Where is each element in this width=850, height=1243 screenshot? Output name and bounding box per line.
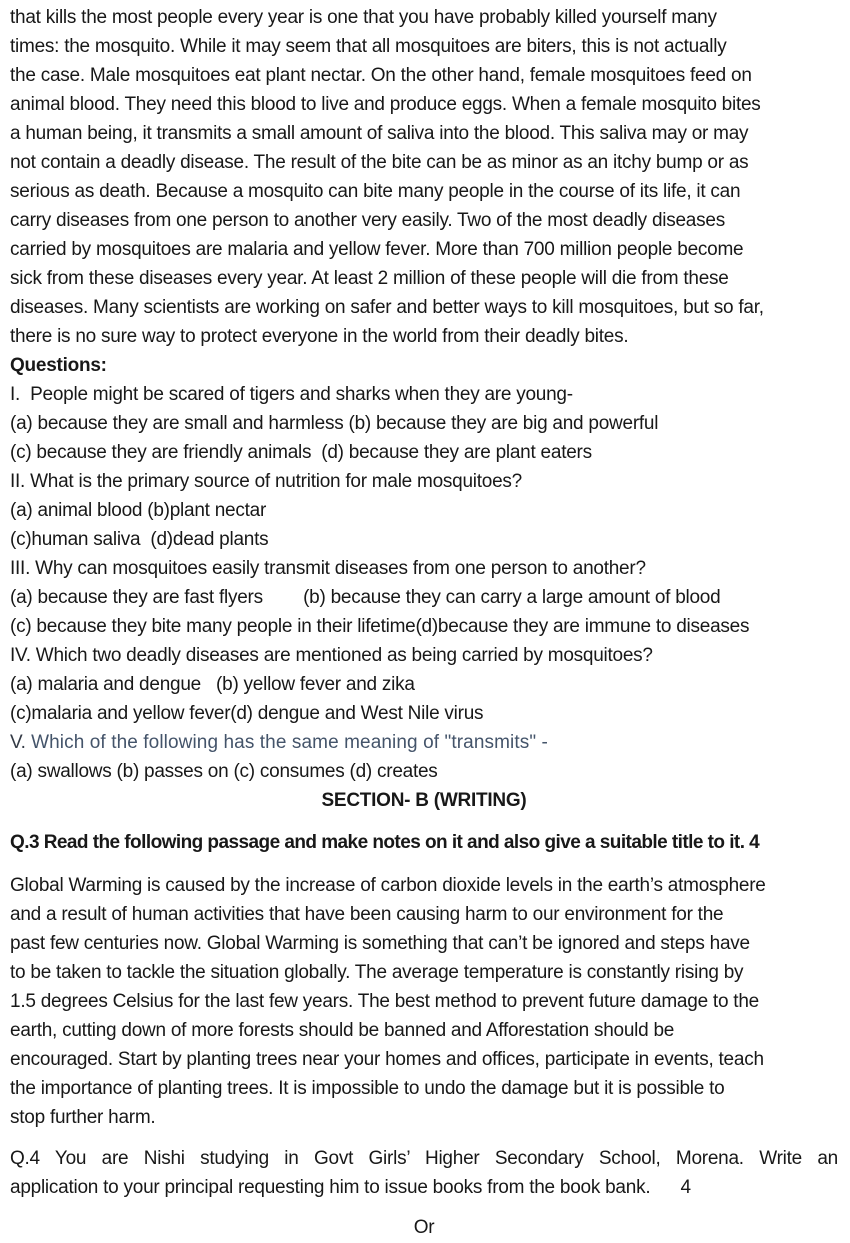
section-b-heading: SECTION- B (WRITING) [321,790,527,811]
question-line: II. What is the primary source of nutrition for male mosquitoes? [10,471,522,492]
passage-line: animal blood. They need this blood to live and produce eggs. When a female mosquito bites [10,94,761,115]
questions-heading: Questions: [10,355,107,376]
passage-line: Global Warming is caused by the increase of carbon dioxide levels in the earth’s atmosphere [10,875,766,896]
question-line: (c) because they are friendly animals (d) because they are plant eaters [10,442,592,463]
question-5-options: (a) swallows (b) passes on (c) consumes (d) creates [10,761,438,782]
passage-line: and a result of human activities that have been causing harm to our environment for the [10,904,724,925]
question-line: IV. Which two deadly diseases are mentioned as being carried by mosquitoes? [10,645,653,666]
passage-line: the case. Male mosquitoes eat plant nectar. On the other hand, female mosquitoes feed on [10,65,752,86]
question-line: (c) because they bite many people in their lifetime(d)because they are immune to diseases [10,616,750,637]
question-line: (a) because they are small and harmless (b) because they are big and powerful [10,413,659,434]
question-line: (a) because they are fast flyers (b) because they can carry a large amount of blood [10,587,721,608]
passage-line: there is no sure way to protect everyone in the world from their deadly bites. [10,326,629,347]
passage-line: stop further harm. [10,1107,156,1128]
question-3-heading: Q.3 Read the following passage and make notes on it and also give a suitable title to it. 4 [10,832,760,853]
question-line: III. Why can mosquitoes easily transmit diseases from one person to another? [10,558,646,579]
passage-mosquito [10,3,838,351]
passage-line: sick from these diseases every year. At least 2 million of these people will die from these [10,268,729,289]
passage-global-warming [10,871,838,1132]
questions-block [10,380,838,786]
passage-line: 1.5 degrees Celsius for the last few years. The best method to prevent future damage to the [10,991,759,1012]
question-line: (a) animal blood (b)plant nectar [10,500,267,521]
question-5-line [10,728,838,757]
question-5-text: Which of the following has the same meaning of "transmits" - [25,732,548,753]
question-4-block [10,1144,838,1202]
passage-line: earth, cutting down of more forests should be banned and Afforestation should be [10,1020,675,1041]
passage-line: to be taken to tackle the situation globally. The average temperature is constantly rising by [10,962,744,983]
question-line: (a) malaria and dengue (b) yellow fever and zika [10,674,415,695]
passage-line: carry diseases from one person to another very easily. Two of the most deadly diseases [10,210,725,231]
question-line: (c)malaria and yellow fever(d) dengue and West Nile virus [10,703,484,724]
passage-line: times: the mosquito. While it may seem that all mosquitoes are biters, this is not actually [10,36,727,57]
passage-line: a human being, it transmits a small amount of saliva into the blood. This saliva may or may [10,123,749,144]
passage-line: encouraged. Start by planting trees near your homes and offices, participate in events, teach [10,1049,764,1070]
passage-line: past few centuries now. Global Warming is something that can’t be ignored and steps have [10,933,750,954]
or-separator: Or [413,1217,435,1238]
question-4-line: Q.4 You are Nishi studying in Govt Girls’ Higher Secondary School, Morena. Write an [10,1148,838,1169]
passage-line: the importance of planting trees. It is impossible to undo the damage but it is possible to [10,1078,725,1099]
spacer [10,1202,838,1213]
passage-line: serious as death. Because a mosquito can bite many people in the course of its life, it can [10,181,741,202]
passage-line: carried by mosquitoes are malaria and yellow fever. More than 700 million people become [10,239,744,260]
spacer [10,815,838,828]
passage-line: not contain a deadly disease. The result of the bite can be as minor as an itchy bump or as [10,152,749,173]
question-line: (c)human saliva (d)dead plants [10,529,269,550]
passage-line: diseases. Many scientists are working on safer and better ways to kill mosquitoes, but so far, [10,297,764,318]
question-line: I. People might be scared of tigers and sharks when they are young- [10,384,573,405]
spacer [10,857,838,871]
passage-line: that kills the most people every year is one that you have probably killed yourself many [10,7,717,28]
question-4-line: application to your principal requesting him to issue books from the book bank. 4 [10,1177,691,1198]
question-5-numeral: V. [10,732,26,753]
spacer [10,1132,838,1144]
